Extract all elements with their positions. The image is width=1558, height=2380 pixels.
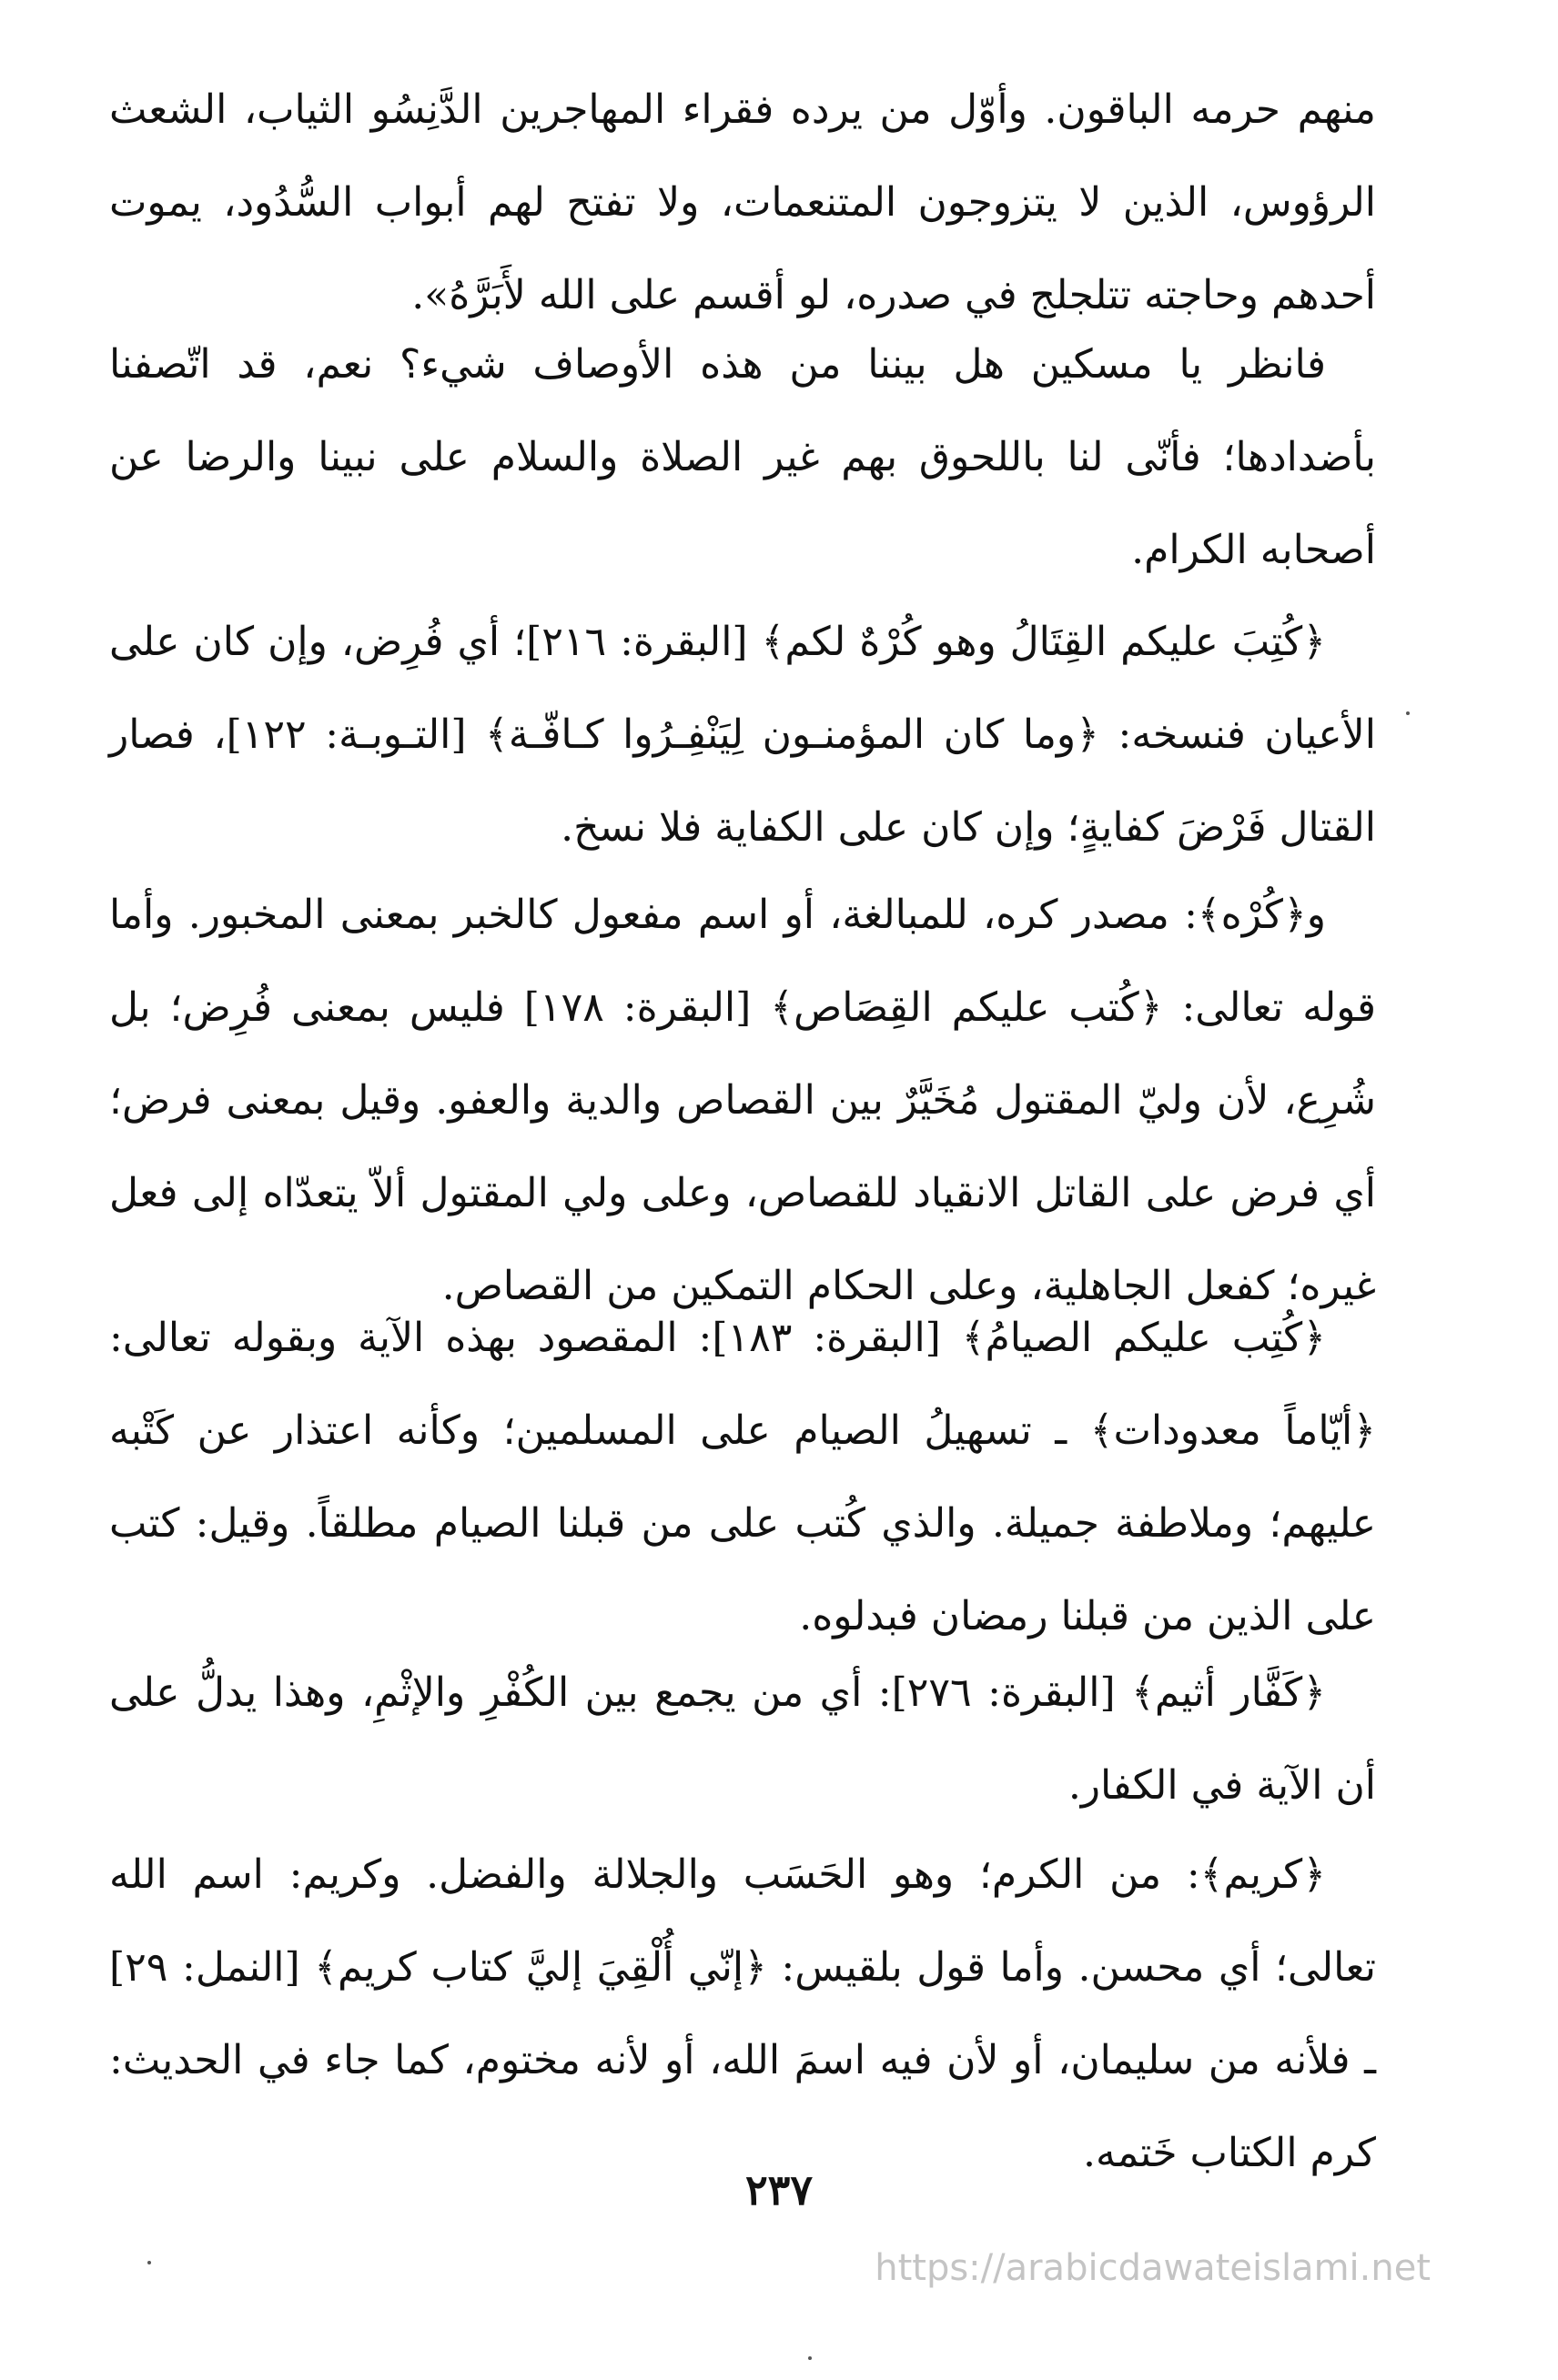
paragraph-1 bbox=[109, 64, 1376, 342]
scan-speck bbox=[1406, 711, 1410, 715]
paragraph-5 bbox=[109, 1292, 1376, 1663]
paragraph-6-text: ﴿كَفَّار أثيم﴾ [البقرة: ٢٧٦]: أي من يجمع بين الكُفْرِ والإثْمِ، وهذا يدلُّ على أن الآية في الكفار. bbox=[109, 1669, 1376, 1809]
paragraph-7 bbox=[109, 1829, 1376, 2200]
page-number: ٢٣٧ bbox=[744, 2165, 814, 2214]
scan-speck bbox=[808, 2356, 812, 2360]
paragraph-7-text: ﴿كريم﴾: من الكرم؛ وهو الحَسَب والجلالة والفضل. وكريم: اسم الله تعالى؛ أي محسن. وأما قول بلقيس: ﴿إنّي أُلْقِيَ إليَّ كتاب كريم﴾ [النمل: ٢٩] ـ فلأنه من سليمان، أو لأن فيه اسمَ الله، أو لأنه مختوم، كما جاء في الحديث: كرم الكتاب خَتمه. bbox=[109, 1851, 1376, 2176]
paragraph-4-text: و﴿كُرْه﴾: مصدر كره، للمبالغة، أو اسم مفعول كالخبر بمعنى المخبور. وأما قوله تعالى: ﴿كُتب عليكم القِصَاص﴾ [البقرة: ١٧٨] فليس بمعنى فُرِض؛ بل شُرِع، لأن وليّ المقتول مُخَيَّرٌ بين القصاص والدية والعفو. وقيل بمعنى فرض؛ أي فرض على القاتل الانقياد للقصاص، وعلى ولي المقتول ألاّ يتعدّاه إلى فعل غيره؛ كفعل الجاهلية، وعلى الحكام التمكين من القصاص. bbox=[109, 892, 1376, 1309]
paragraph-2-text: فانظر يا مسكين هل بيننا من هذه الأوصاف شيء؟ نعم، قد اتّصفنا بأضدادها؛ فأنّى لنا باللحوق بهم غير الصلاة والسلام على نبينا والرضا عن أصحابه الكرام. bbox=[109, 341, 1376, 573]
paragraph-5-text: ﴿كُتِب عليكم الصيامُ﴾ [البقرة: ١٨٣]: المقصود بهذه الآية وبقوله تعالى: ﴿أيّاماً معدودات﴾ ـ تسهيلُ الصيام على المسلمين؛ وكأنه اعتذار عن كَتْبه عليهم؛ وملاطفة جميلة. والذي كُتب على من قبلنا الصيام مطلقاً. وقيل: كتب على الذين من قبلنا رمضان فبدلوه. bbox=[109, 1315, 1376, 1639]
paragraph-2 bbox=[109, 318, 1376, 597]
paragraph-1-text: منهم حرمه الباقون. وأوّل من يرده فقراء المهاجرين الدَّنِسُو الثياب، الشعث الرؤوس، الذين لا يتزوجون المتنعمات، ولا تفتح لهم أبواب السُّدُود، يموت أحدهم وحاجته تتلجلج في صدره، لو أقسم على الله لأَبَرَّهُ». bbox=[109, 86, 1376, 318]
scan-speck bbox=[147, 2261, 151, 2264]
paragraph-3-text: ﴿كُتِبَ عليكم القِتَالُ وهو كُرْهٌ لكم﴾ [البقرة: ٢١٦]؛ أي فُرِض، وإن كان على الأعيان فنسخه: ﴿وما كان المؤمنـون لِيَنْفِـرُوا كـافّـة﴾ [التـوبـة: ١٢٢]، فصار القتال فَرْضَ كفايةٍ؛ وإن كان على الكفاية فلا نسخ. bbox=[109, 619, 1377, 851]
paragraph-6 bbox=[109, 1647, 1376, 1832]
paragraph-3 bbox=[109, 596, 1376, 874]
watermark-url: https://arabicdawateislami.net bbox=[875, 2247, 1431, 2289]
paragraph-4 bbox=[109, 869, 1376, 1333]
